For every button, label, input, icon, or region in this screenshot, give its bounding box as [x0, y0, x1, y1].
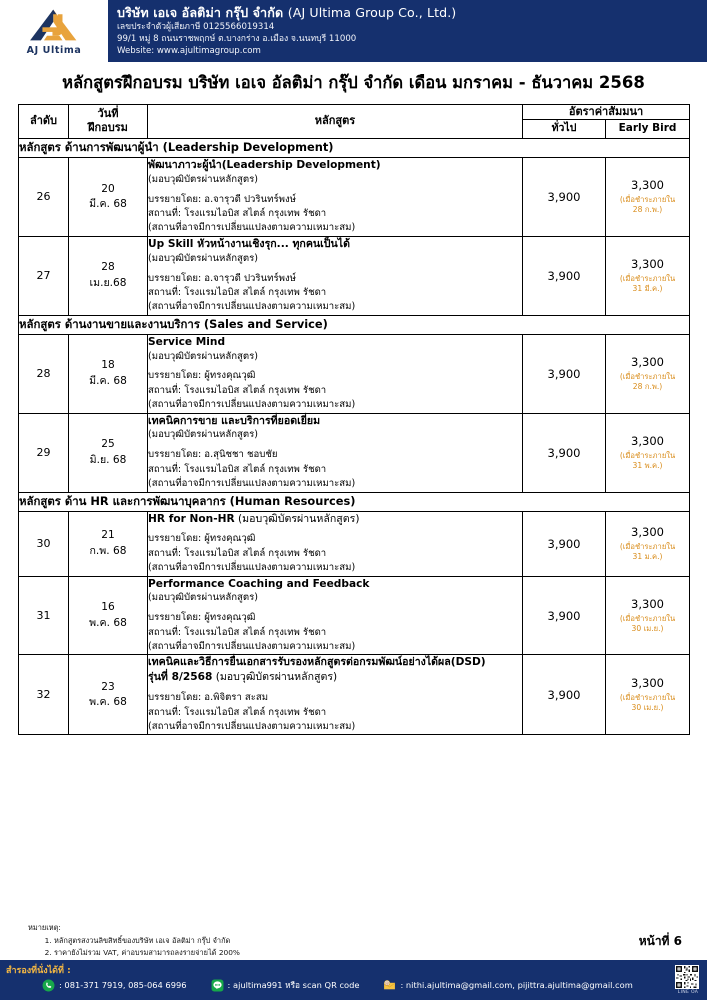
row-date: [69, 655, 148, 735]
course-venue: สถานที่: โรงแรมไอบิส สไตล์ กรุงเทพ รัชดา: [148, 706, 327, 718]
reservation-label: สำรองที่นั่งได้ที่ :: [6, 966, 71, 976]
row-course-details: [148, 655, 523, 735]
contact-phone: [42, 979, 187, 992]
row-date-day: 23: [101, 680, 115, 693]
price-early-bird-deadline: [606, 372, 689, 393]
page-header-bar: [0, 0, 707, 62]
svg-text:@: @: [385, 980, 390, 986]
price-early-bird-deadline: [606, 274, 689, 295]
footnotes-list: [54, 935, 240, 959]
page-number: หน้าที่ 6: [638, 934, 682, 948]
training-schedule-table: [18, 104, 690, 735]
table-row: [19, 334, 690, 413]
course-venue-note: (สถานที่อาจมีการเปลี่ยนแปลงตามความเหมาะสม): [148, 399, 356, 411]
row-date-day: 25: [101, 438, 115, 451]
column-header-rate-general: ทั่วไป: [523, 120, 606, 139]
row-date-month: พ.ค. 68: [89, 616, 127, 629]
course-speaker: บรรยายโดย: อ.จารุวดี ปวรินทร์พงษ์: [148, 193, 296, 205]
table-body: [19, 138, 690, 734]
company-name: [117, 5, 456, 21]
course-venue-note: (สถานที่อาจมีการเปลี่ยนแปลงตามความเหมาะสม): [148, 222, 356, 234]
deadline-line2: 30 เม.ย.): [631, 703, 664, 713]
row-date: [69, 157, 148, 236]
price-general: 3,900: [523, 334, 606, 413]
table-row: [19, 511, 690, 576]
price-early-bird: [606, 511, 690, 576]
deadline-line1: (เมื่อชำระภายใน: [619, 613, 676, 623]
row-date: [69, 576, 148, 655]
course-title-main: เทคนิคการขาย และบริการที่ยอดเยี่ยม: [148, 414, 321, 427]
price-early-bird-amount: 3,300: [631, 257, 664, 272]
row-date-day: 21: [101, 529, 115, 542]
price-general: 3,900: [523, 655, 606, 735]
section-header-row: [19, 492, 690, 511]
course-venue: สถานที่: โรงแรมไอบิส สไตล์ กรุงเทพ รัชดา: [148, 208, 327, 220]
course-speaker: บรรยายโดย: ผู้ทรงคุณวุฒิ: [148, 533, 256, 545]
course-title: [148, 414, 522, 429]
row-course-details: [148, 576, 523, 655]
contact-row: [42, 978, 633, 992]
footnote-item-2: 2. ราคายังไม่รวม VAT, ค่าอบรมสามารถลงรายจ่ายได้ 200%: [54, 947, 240, 959]
course-speaker: บรรยายโดย: ผู้ทรงคุณวุฒิ: [148, 612, 256, 624]
table-row: [19, 157, 690, 236]
contact-email: [383, 979, 632, 992]
deadline-line1: (เมื่อชำระภายใน: [619, 450, 676, 460]
row-course-details: [148, 511, 523, 576]
course-title: [148, 577, 522, 592]
contact-line-text: : ajultima991 หรือ scan QR code: [227, 980, 360, 990]
row-date-month: ก.พ. 68: [89, 544, 127, 557]
column-header-rate-group: อัตราค่าสัมมนา: [523, 105, 690, 120]
course-title-main: HR for Non-HR: [148, 512, 235, 525]
row-date: [69, 511, 148, 576]
course-title-note: (มอบวุฒิบัตรผ่านหลักสูตร): [234, 512, 360, 525]
course-speaker: บรรยายโดย: อ.จารุวดี ปวรินทร์พงษ์: [148, 272, 296, 284]
row-date-day: 28: [101, 261, 115, 274]
price-early-bird-deadline: [606, 542, 689, 563]
course-venue-note: (สถานที่อาจมีการเปลี่ยนแปลงตามความเหมาะสม): [148, 301, 356, 313]
course-certificate-note: (มอบวุฒิบัตรผ่านหลักสูตร): [148, 173, 259, 185]
deadline-line2: 30 เม.ย.): [631, 624, 664, 634]
row-date-month: มิ.ย. 68: [89, 453, 127, 466]
row-number: 29: [19, 413, 69, 492]
deadline-line1: (เมื่อชำระภายใน: [619, 195, 676, 205]
row-date-day: 18: [101, 359, 115, 372]
deadline-line1: (เมื่อชำระภายใน: [619, 274, 676, 284]
company-logo: [0, 0, 108, 62]
section-heading: หลักสูตร ด้าน HR และการพัฒนาบุคลากร (Human Resources): [19, 492, 690, 511]
qr-code-block[interactable]: [675, 965, 701, 995]
logo-wordmark: AJ Ultima: [26, 45, 82, 56]
price-general: 3,900: [523, 511, 606, 576]
row-date: [69, 236, 148, 315]
phone-icon: [42, 979, 55, 992]
course-title-main: Service Mind: [148, 335, 226, 348]
course-certificate-note: (มอบวุฒิบัตรผ่านหลักสูตร): [148, 429, 259, 441]
table-row: [19, 576, 690, 655]
course-title-main: Up Skill หัวหน้างานเชิงรุก... ทุกคนเป็นได้: [148, 237, 350, 250]
table-header: [19, 105, 690, 139]
company-tax-id: เลขประจำตัวผู้เสียภาษี 0125566019314: [117, 21, 275, 32]
price-early-bird: [606, 413, 690, 492]
footnotes: [28, 922, 240, 959]
row-number: 32: [19, 655, 69, 735]
course-title: [148, 237, 522, 252]
row-course-details: [148, 157, 523, 236]
table-row: [19, 655, 690, 735]
course-title-line2: [148, 670, 522, 685]
price-early-bird-amount: 3,300: [631, 524, 664, 539]
company-name-th: บริษัท เอเจ อัลติม่า กรุ๊ป จำกัด: [117, 5, 284, 20]
row-date-month: มี.ค. 68: [89, 374, 127, 387]
price-early-bird: [606, 157, 690, 236]
aj-ultima-logo-icon: [27, 6, 81, 44]
deadline-line2: 31 ม.ค.): [632, 552, 663, 562]
course-venue: สถานที่: โรงแรมไอบิส สไตล์ กรุงเทพ รัชดา: [148, 626, 327, 638]
course-certificate-note: (มอบวุฒิบัตรผ่านหลักสูตร): [148, 252, 259, 264]
qr-code-icon[interactable]: [675, 965, 699, 989]
column-header-course: หลักสูตร: [148, 105, 523, 139]
row-course-details: [148, 236, 523, 315]
company-website: Website: www.ajultimagroup.com: [117, 46, 261, 57]
course-speaker: บรรยายโดย: ผู้ทรงคุณวุฒิ: [148, 370, 256, 382]
section-header-row: [19, 315, 690, 334]
course-venue-note: (สถานที่อาจมีการเปลี่ยนแปลงตามความเหมาะสม): [148, 641, 356, 653]
column-header-no: ลำดับ: [19, 105, 69, 139]
company-identity: [117, 5, 456, 57]
course-venue: สถานที่: โรงแรมไอบิส สไตล์ กรุงเทพ รัชดา: [148, 463, 327, 475]
price-general: 3,900: [523, 576, 606, 655]
row-date-month: เม.ย.68: [89, 276, 127, 289]
price-early-bird: [606, 655, 690, 735]
line-chat-icon: [211, 979, 224, 992]
section-heading: หลักสูตร ด้านงานขายและงานบริการ (Sales and Service): [19, 315, 690, 334]
price-early-bird-amount: 3,300: [631, 433, 664, 448]
table-row: [19, 236, 690, 315]
price-general: 3,900: [523, 236, 606, 315]
price-early-bird: [606, 334, 690, 413]
course-venue-note: (สถานที่อาจมีการเปลี่ยนแปลงตามความเหมาะสม): [148, 562, 356, 574]
course-title: [148, 512, 522, 527]
column-header-date: [69, 105, 148, 139]
row-date: [69, 334, 148, 413]
course-certificate-note: (มอบวุฒิบัตรผ่านหลักสูตร): [148, 350, 259, 362]
deadline-line2: 31 มี.ค.): [632, 284, 663, 294]
price-early-bird-deadline: [606, 195, 689, 216]
contact-phone-text: : 081-371 7919, 085-064 6996: [59, 980, 187, 990]
deadline-line2: 31 พ.ค.): [632, 461, 663, 471]
row-course-details: [148, 334, 523, 413]
row-number: 28: [19, 334, 69, 413]
price-early-bird-deadline: [606, 693, 689, 714]
course-venue-note: (สถานที่อาจมีการเปลี่ยนแปลงตามความเหมาะสม): [148, 720, 356, 732]
course-title-batch: รุ่นที่ 8/2568: [148, 671, 213, 684]
price-general: 3,900: [523, 157, 606, 236]
row-course-details: [148, 413, 523, 492]
price-early-bird-amount: 3,300: [631, 596, 664, 611]
row-number: 30: [19, 511, 69, 576]
company-address: 99/1 หมู่ 8 ถนนราชพฤกษ์ ต.บางกร่าง อ.เมือง จ.นนทบุรี 11000: [117, 33, 357, 44]
course-title-main: เทคนิคและวิธีการยื่นเอกสารรับรองหลักสูตรต่อกรมพัฒน์อย่างได้ผล(DSD): [148, 656, 486, 669]
price-early-bird-amount: 3,300: [631, 676, 664, 691]
deadline-line1: (เมื่อชำระภายใน: [619, 541, 676, 551]
company-name-en: (AJ Ultima Group Co., Ltd.): [287, 5, 457, 20]
page-footer-bar: [0, 960, 707, 1000]
table-row: [19, 413, 690, 492]
row-number: 27: [19, 236, 69, 315]
course-venue-note: (สถานที่อาจมีการเปลี่ยนแปลงตามความเหมาะสม): [148, 478, 356, 490]
course-venue: สถานที่: โรงแรมไอบิส สไตล์ กรุงเทพ รัชดา: [148, 547, 327, 559]
row-date-day: 16: [101, 601, 115, 614]
price-early-bird: [606, 576, 690, 655]
schedule-table-wrapper: [18, 104, 689, 735]
course-venue: สถานที่: โรงแรมไอบิส สไตล์ กรุงเทพ รัชดา: [148, 286, 327, 298]
footnotes-heading: หมายเหตุ:: [28, 923, 61, 932]
contact-email-text: : nithi.ajultima@gmail.com, pijittra.ajultima@gmail.com: [400, 980, 633, 990]
course-speaker: บรรยายโดย: อ.พิจิตรา สะสม: [148, 692, 269, 704]
deadline-line1: (เมื่อชำระภายใน: [619, 371, 676, 381]
table-header-row-1: [19, 105, 690, 120]
page-title: หลักสูตรฝึกอบรม บริษัท เอเจ อัลติม่า กรุ๊ป จำกัด เดือน มกราคม - ธันวาคม 2568: [62, 73, 645, 92]
contact-line: [211, 978, 360, 992]
course-speaker: บรรยายโดย: อ.สุนิชชา ชอบชัย: [148, 449, 278, 461]
email-icon: [383, 979, 396, 992]
qr-code-caption: LINE OA: [677, 990, 699, 995]
section-header-row: [19, 138, 690, 157]
price-early-bird-amount: 3,300: [631, 354, 664, 369]
deadline-line2: 28 ก.พ.): [632, 382, 663, 392]
course-title-main: พัฒนาภาวะผู้นำ(Leadership Development): [148, 158, 381, 171]
section-heading: หลักสูตร ด้านการพัฒนาผู้นำ (Leadership Development): [19, 138, 690, 157]
row-date: [69, 413, 148, 492]
course-title-main: Performance Coaching and Feedback: [148, 577, 370, 590]
course-title: [148, 158, 522, 173]
price-early-bird-deadline: [606, 451, 689, 472]
row-date-month: พ.ค. 68: [89, 695, 127, 708]
course-title: [148, 335, 522, 350]
price-general: 3,900: [523, 413, 606, 492]
row-number: 31: [19, 576, 69, 655]
deadline-line2: 28 ก.พ.): [632, 205, 663, 215]
course-venue: สถานที่: โรงแรมไอบิส สไตล์ กรุงเทพ รัชดา: [148, 384, 327, 396]
price-early-bird-amount: 3,300: [631, 178, 664, 193]
column-header-date-line2: ฝึกอบรม: [88, 121, 128, 135]
column-header-rate-early-bird: Early Bird: [606, 120, 690, 139]
price-early-bird-deadline: [606, 614, 689, 635]
course-title: [148, 655, 522, 670]
course-certificate-note: (มอบวุฒิบัตรผ่านหลักสูตร): [148, 592, 259, 604]
row-date-month: มี.ค. 68: [89, 197, 127, 210]
deadline-line1: (เมื่อชำระภายใน: [619, 693, 676, 703]
price-early-bird: [606, 236, 690, 315]
row-number: 26: [19, 157, 69, 236]
row-date-day: 20: [101, 182, 115, 195]
course-title-note: (มอบวุฒิบัตรผ่านหลักสูตร): [212, 671, 338, 684]
column-header-date-line1: วันที่: [97, 107, 119, 121]
footnote-item-1: 1. หลักสูตรสงวนลิขสิทธิ์ของบริษัท เอเจ อัลติม่า กรุ๊ป จำกัด: [54, 935, 240, 947]
